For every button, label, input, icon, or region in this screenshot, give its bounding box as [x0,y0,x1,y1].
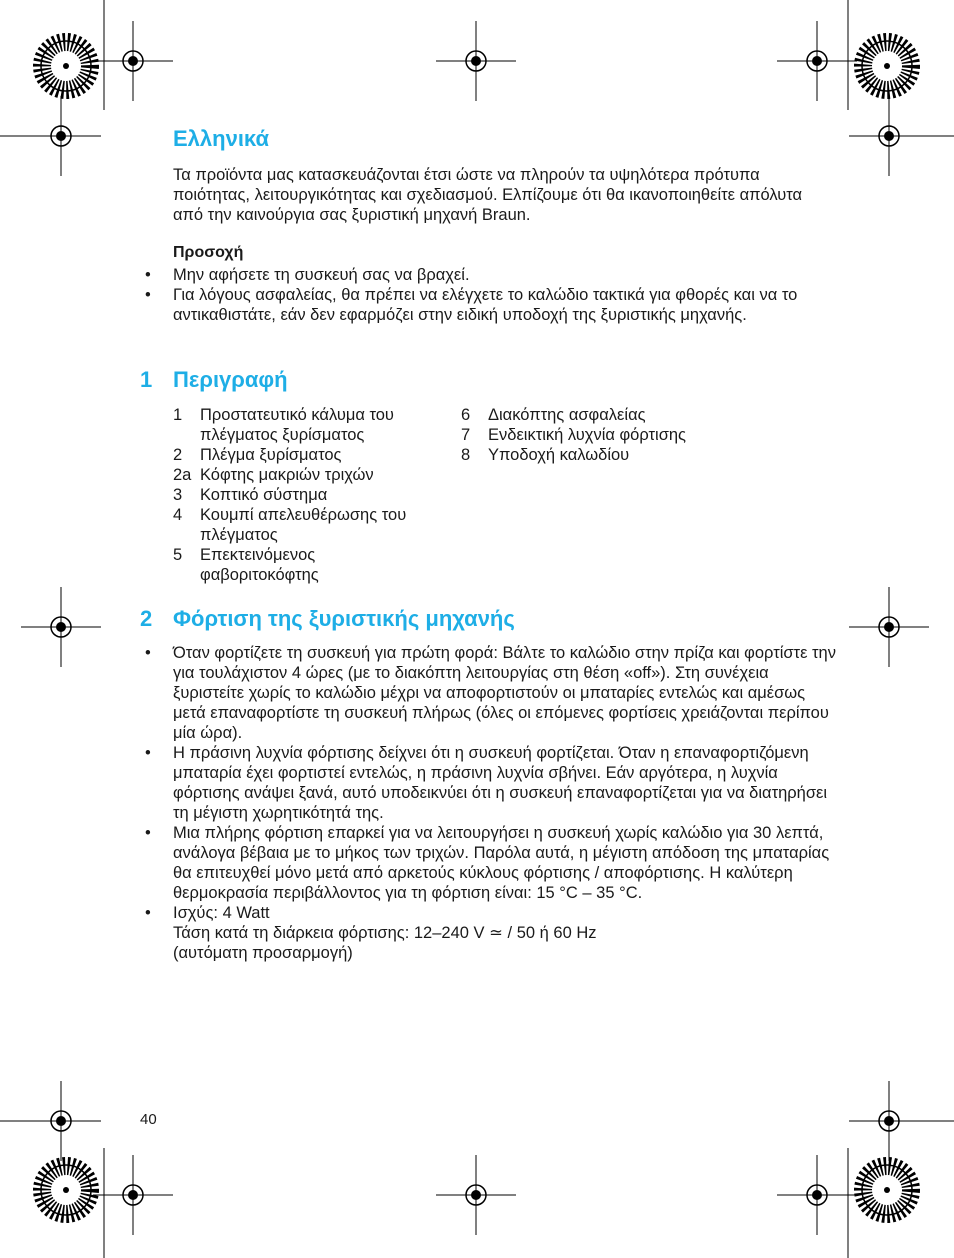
list-item: 6 Διακόπτης ασφαλείας [461,406,646,424]
list-item: 1 Προστατευτικό κάλυμα του πλέγματος ξυρίσματος [173,406,394,444]
intro-paragraph: Τα προϊόντα μας κατασκευάζονται έτσι ώστε να πληρούν τα υψηλότερα πρότυπα ποιότητας, λειτουργικότητας και σχεδιασμού. Ελπίζουμε ότι θα ικανοποιηθείτε απόλυτα από την καινούργια σας ξυριστική μηχανή Braun. [173,166,803,224]
bullet-icon: • [145,904,151,922]
bullet-icon: • [145,744,151,762]
list-item: 3 Κοπτικό σύστημα [173,486,328,504]
list-item: 2 Πλέγμα ξυρίσματος [173,446,342,464]
list-item: • Η πράσινη λυχνία φόρτισης δείχνει ότι η συσκευή φορτίζεται. Όταν η επαναφορτιζόμενη μπαταρία έχει φορτιστεί εντελώς, η πράσινη λυχνία σβήνει. Εάν αργότερα, η λυχνία φόρτισης ανάψει ξανά, αυτό υποδεικνύει ότι η συσκευή επαναφορτίζεται για να διατηρήσει τη μέγιστη χωρητικότητά της. [145,744,828,822]
list-item: 4 Κουμπί απελευθέρωσης του πλέγματος [173,506,407,544]
bullet-icon: • [145,644,151,662]
page-number: 40 [140,1111,157,1128]
section-title: Φόρτιση της ξυριστικής μηχανής [173,606,515,631]
section-number: 2 [140,606,153,631]
list-item: • Για λόγους ασφαλείας, θα πρέπει να ελέγχετε το καλώδιο τακτικά για φθορές και να το αντικαθιστάτε, εάν δεν εφαρμόζει στην ειδική υποδοχή της ξυριστικής μηχανής. [145,286,798,324]
list-item: • Μια πλήρης φόρτιση επαρκεί για να λειτουργήσει η συσκευή χωρίς καλώδιο για 30 λεπτά, ανάλογα βέβαια με το μήκος των τριχών. Παρόλα αυτά, η μέγιστη απόδοση της μπαταρίας θα επιτευχθεί μόνο μετά από αρκετούς κύκλους φόρτισης / αποφόρτισης. Η καλύτερη θερμοκρασία περιβάλλοντος για τη φόρτιση είναι: 15 °C – 35 °C. [145,824,830,902]
bullet-icon: • [145,286,151,304]
list-item: 7 Ενδεικτική λυχνία φόρτισης [461,426,687,444]
list-item: • Μην αφήσετε τη συσκευή σας να βραχεί. [145,266,470,284]
section-title: Περιγραφή [173,367,288,392]
list-item: • Ισχύς: 4 Watt Τάση κατά τη διάρκεια φόρτισης: 12–240 V ≃ / 50 ή 60 Hz (αυτόματη προσαρμογή) [145,904,597,962]
list-item: 2a Κόφτης μακριών τριχών [173,466,374,484]
bullet-icon: • [145,824,151,842]
bullet-icon: • [145,266,151,284]
parts-list-right [461,405,781,465]
section-heading-charging [140,606,515,632]
list-item: • Όταν φορτίζετε τη συσκευή για πρώτη φορά: Βάλτε το καλώδιο στην πρίζα και φορτίστε την για τουλάχιστον 4 ώρες (με το διακόπτη λειτουργίας στη θέση «off»). Στη συνέχεια ξυριστείτε χωρίς το καλώδιο μέχρι να αποφορτιστούν οι μπαταρίες εντελώς και αμέσως μετά επαναφορτίστε τη συσκευή πλήρως (όλες οι επόμενες φορτίσεις χρειάζονται περίπου μία ώρα). [145,644,836,742]
caution-list [0,265,840,325]
page-title: Ελληνικά [173,126,269,151]
list-item: 8 Υποδοχή καλωδίου [461,446,630,464]
parts-list-left [173,405,438,585]
section-heading-description [140,367,288,393]
charging-list [0,643,840,963]
caution-label: Προσοχή [173,244,244,261]
list-item: 5 Επεκτεινόμενος φαβοριτοκόφτης [173,546,319,584]
section-number: 1 [140,367,153,392]
